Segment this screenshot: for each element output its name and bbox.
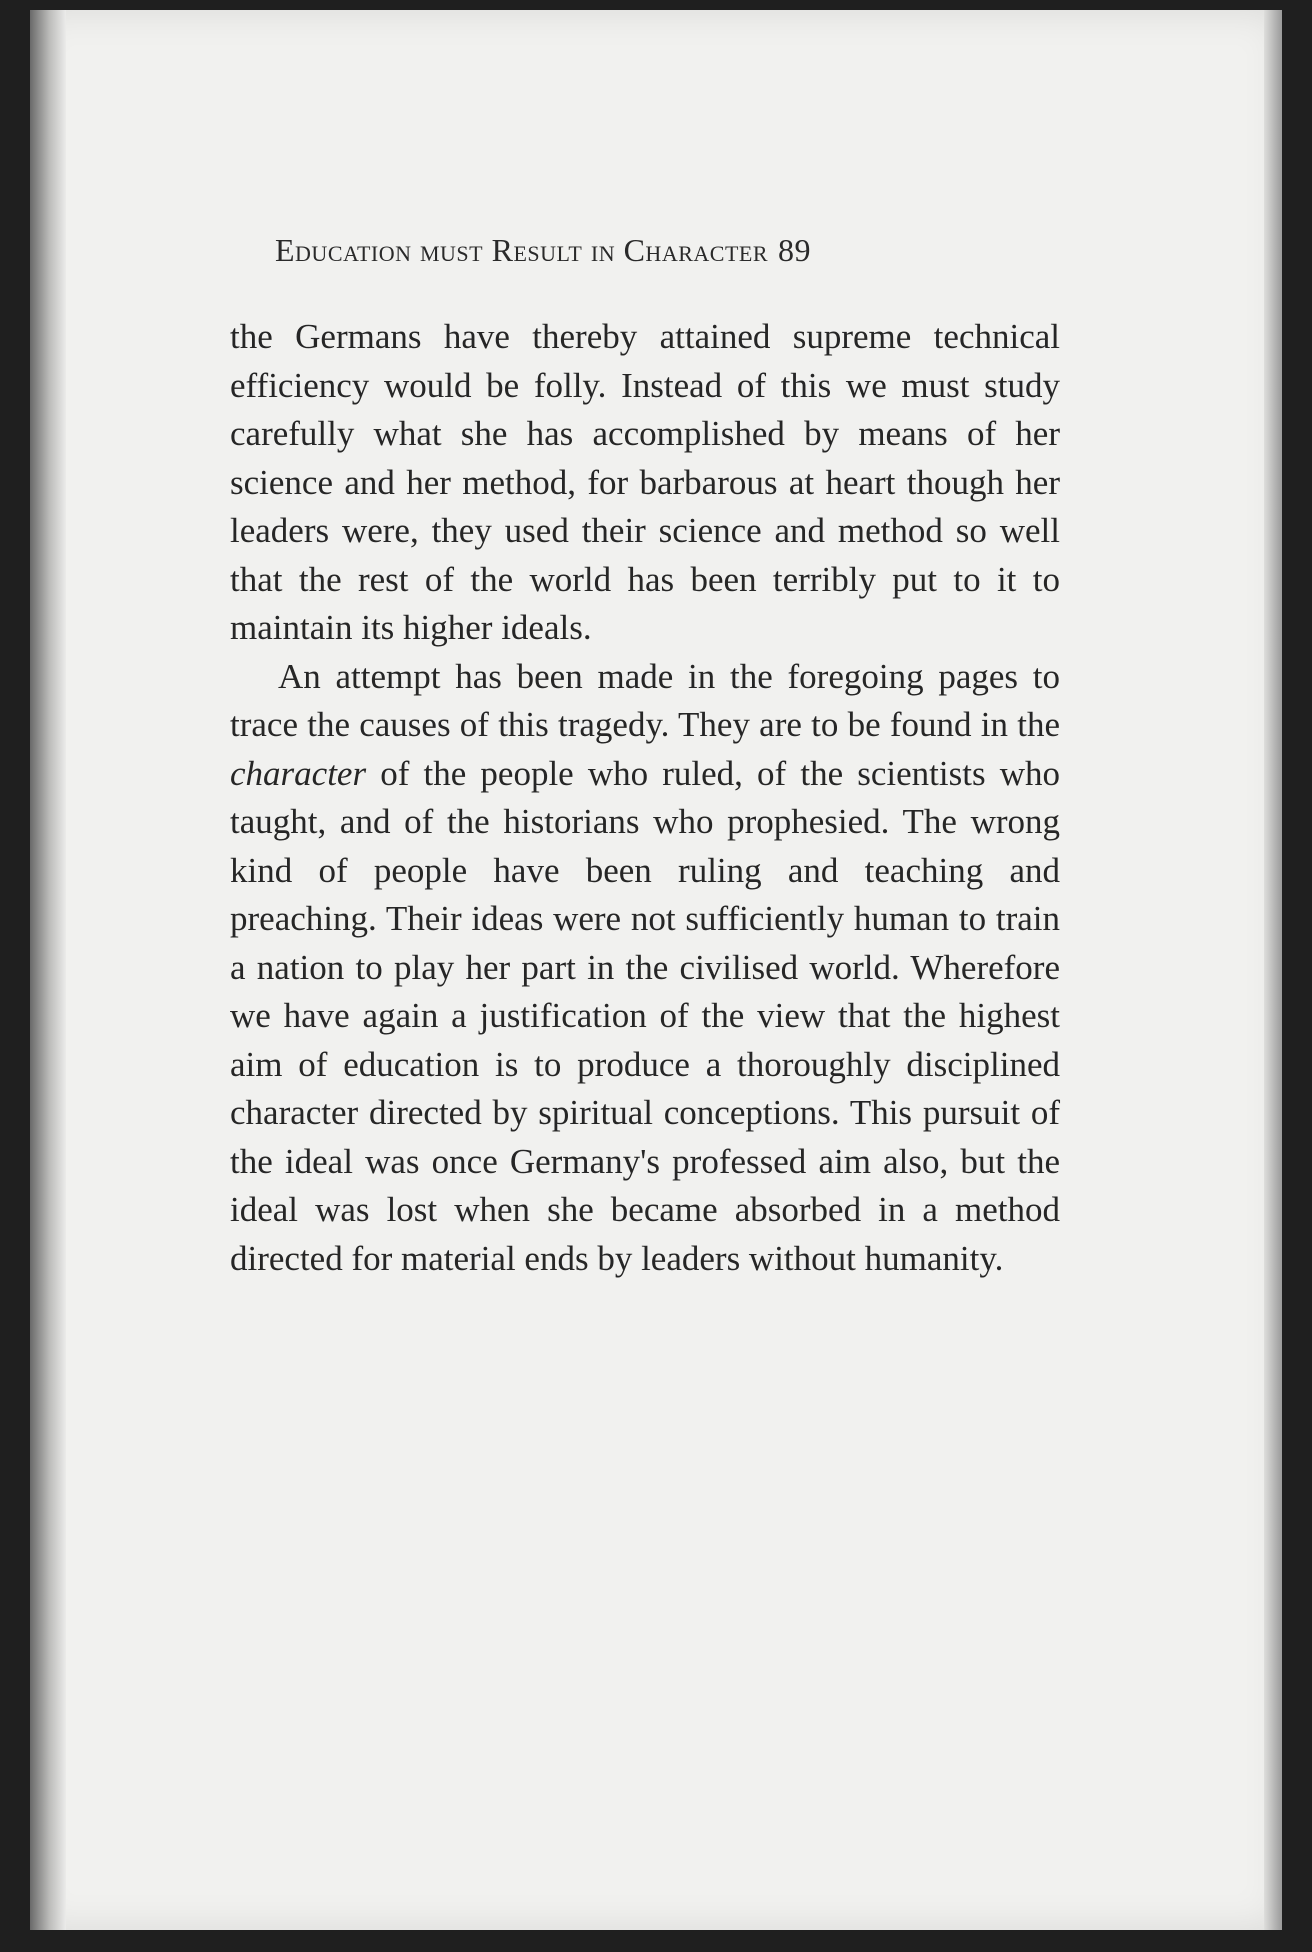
paragraph-2 [230,653,1060,1284]
book-page [30,10,1282,1930]
page-edge-shadow [1264,10,1282,1930]
emphasis-character: character [230,753,367,793]
paragraph-1: the Germans have thereby attained supreme technical efficiency would be folly. Instead of this we must study carefully what she has accomplished by means of her science and her method, for barbarous at heart though her leaders were, they used their science and method so well that the rest of the world has been terribly put to it to maintain its higher ideals. [230,317,1060,647]
running-head-title: Education must Result in Character [275,232,768,268]
body-text [230,313,1060,1283]
running-head [275,232,1055,269]
paragraph-2-start: An attempt has been made in the foregoing pages to trace the causes of this tragedy. They are to be found in the [230,656,1060,744]
page-gutter-shadow [30,10,66,1930]
paragraph-2-end: of the people who ruled, of the scientists who taught, and of the historians who prophesied. The wrong kind of people have been ruling and teaching and preaching. Their ideas were not sufficiently human to train a nation to play her part in the civilised world. Wherefore we have again a justification of the view that the highest aim of education is to produce a thoroughly disciplined character directed by spiritual conceptions. This pursuit of the ideal was once Germany's professed aim also, but the ideal was lost when she became absorbed in a method directed for material ends by leaders without humanity. [230,753,1060,1278]
page-number: 89 [778,232,811,268]
